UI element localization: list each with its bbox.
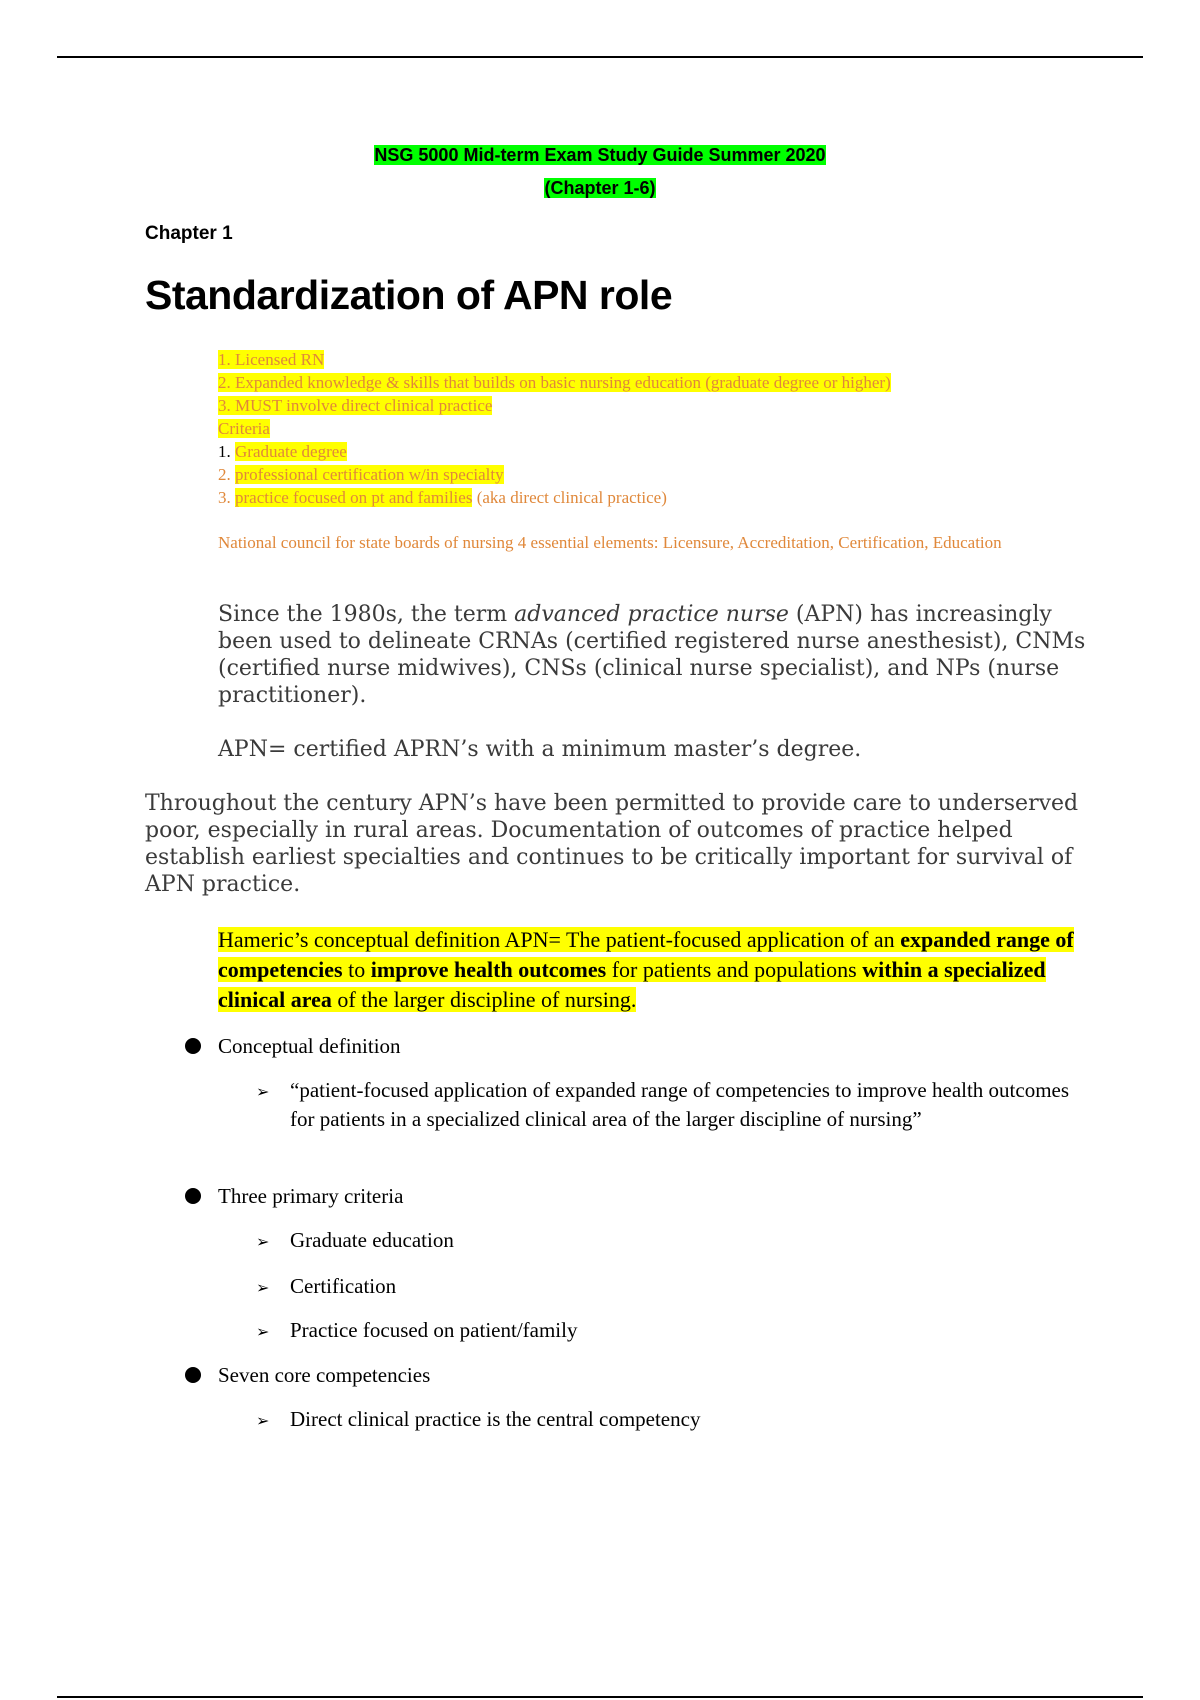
criteria-item: professional certification w/in specialty bbox=[235, 465, 504, 484]
criteria-number: 3. bbox=[218, 488, 231, 507]
hameric-definition: Hameric’s conceptual definition APN= The patient-focused application of an expanded range of competencies to improve health outcomes for patients and populations within a specialized clinical area of the larger discipline of nursing. bbox=[218, 927, 1074, 1012]
section-heading: Standardization of APN role bbox=[145, 272, 673, 318]
role-item: 1. Licensed RN bbox=[218, 350, 325, 369]
criteria-number: 1. bbox=[218, 442, 231, 461]
role-item: 2. Expanded knowledge & skills that builds on basic nursing education (graduate degree or higher) bbox=[218, 373, 891, 392]
criteria-label: Criteria bbox=[218, 419, 270, 438]
criteria-note: (aka direct clinical practice) bbox=[476, 488, 667, 507]
arrow-bullet-icon: ➢ bbox=[256, 1322, 270, 1341]
bottom-rule bbox=[57, 1696, 1143, 1698]
council-elements: National council for state boards of nursing 4 essential elements: Licensure, Accreditation, Certification, Education bbox=[218, 533, 1002, 552]
role-item: 3. MUST involve direct clinical practice bbox=[218, 396, 493, 415]
chapter-label: Chapter 1 bbox=[145, 223, 233, 244]
doc-title: NSG 5000 Mid-term Exam Study Guide Summer 2020 bbox=[374, 145, 826, 165]
apn-definition-line: APN= certified APRN’s with a minimum master’s degree. bbox=[218, 737, 862, 762]
top-rule bbox=[57, 56, 1143, 58]
arrow-bullet-icon: ➢ bbox=[256, 1232, 270, 1251]
criteria-number: 2. bbox=[218, 465, 231, 484]
bullet-icon bbox=[185, 1038, 201, 1054]
apn-century-paragraph: Throughout the century APN’s have been permitted to provide care to underserved poor, especially in rural areas. Documentation of outcomes of practice helped establish earliest specialties and continues to be critically important for survival of APN practice. bbox=[145, 791, 1079, 897]
bullet-icon bbox=[185, 1367, 201, 1383]
bullet-icon bbox=[185, 1188, 201, 1204]
arrow-bullet-icon: ➢ bbox=[256, 1278, 270, 1297]
apn-history-paragraph: Since the 1980s, the term advanced practice nurse (APN) has increasingly been used to delineate CRNAs (certified registered nurse anesthesist), CNMs (certified nurse midwives), CNSs (clinical nurse specialist), and NPs (nurse practitioner). bbox=[218, 602, 1086, 708]
criteria-item: Graduate degree bbox=[235, 442, 347, 461]
criteria-item: practice focused on pt and families bbox=[235, 488, 473, 507]
role-criteria-block bbox=[218, 348, 1098, 509]
arrow-bullet-icon: ➢ bbox=[256, 1411, 270, 1430]
arrow-bullet-icon: ➢ bbox=[256, 1082, 270, 1101]
doc-subtitle: (Chapter 1-6) bbox=[544, 178, 656, 198]
